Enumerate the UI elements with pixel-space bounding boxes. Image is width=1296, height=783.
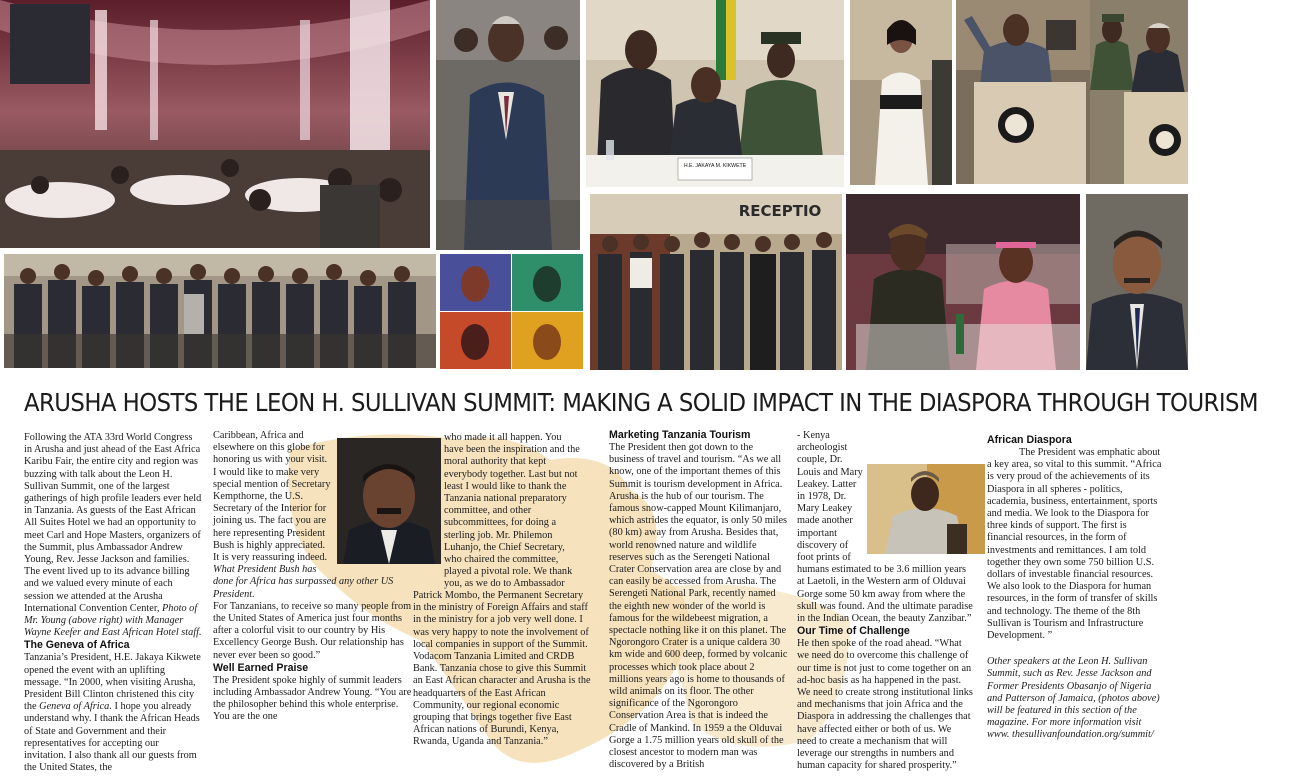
col5-paragraph-1: - Kenya archeologist couple, Dr. Louis and Mary Leakey. Latter in 1978, Dr. Mary Leakey made another important discovery of foot prints of humans estimated to be 3.6 million years at Laetoli, in the Western arm of Olduvai Gorge some 50 km away from where the skull was found. And the ultimate paradise in the Indian Ocean, the beauty Zanzibar.” [797, 430, 973, 625]
photo-man-moustache [1086, 194, 1188, 370]
col6-paragraph-2: Other speakers at the Leon H. Sullivan Summit, such as Rev. Jesse Jackson and Former Presidents Obasanjo of Nigeria and Patterson of Jamaica, (photos above) will be featured in this section of the magazine. For more information visit www. thesullivanfoundation.org/summit/ [987, 656, 1160, 741]
column-3-lower [413, 590, 593, 749]
column-6 [987, 434, 1165, 742]
column-4 [609, 429, 789, 771]
col5-paragraph-2: He then spoke of the road ahead. “What we need do to overcome this challenge of our time is not just to come together on an ad-hoc basis as ha happened in the past. We need to create strong institutional links and mechanisms that join Africa and the Diaspora in addressing the challenges that have affected either or both of us. We need to create a mechanism that will leverage our strengths in numbers and human capacity for shared prosperity.” [797, 638, 973, 772]
photo-speaker-podium [956, 0, 1090, 184]
col2-paragraph-3: The President spoke highly of summit leaders including Ambassador Andrew Young. “You are the philosopher behind this whole enterprise. You are the one [213, 674, 412, 723]
photo-reception-group [590, 194, 842, 370]
column-5 [797, 430, 973, 772]
article-headline: ARUSHA HOSTS THE LEON H. SULLIVAN SUMMIT: MAKING A SOLID IMPACT IN THE DIASPORA THROUGH TOURISM [24, 388, 1259, 417]
subheading-geneva-of-africa: The Geneva of Africa [24, 639, 130, 652]
col1-paragraph-2: Tanzania’s President, H.E. Jakaya Kikwete opened the event with an uplifting message. “In 2000, when visiting Arusha, President Bill Clinton christened this city the Geneva of Africa. I hope you already understand why. I thank the African Heads of State and Government and their representatives for accepting our invitation. I also thank all our guests from the United States, the [24, 652, 201, 774]
column-1 [24, 432, 202, 774]
subheading-our-time-of-challenge: Our Time of Challenge [797, 625, 910, 638]
col1-paragraph-1: Following the ATA 33rd World Congress in Arusha and just ahead of the East Africa Karibu Fair, the entire city and region was buzzing with talk about the Leon H. Sullivan Summit, one of the largest gatherings of high profile leaders ever held in Tanzania. As guests of the East African All Suites Hotel we had an opportunity to meet Carl and Hope Masters, organizers of the Summit, plus Ambassador Andrew Young, Rev. Jesse Jackson and families. The event lived up to its advance billing and we valued every minute of each session we attended at the Arusha International Convention Center, Photo of Mr. Young (above right) with Manager Wayne Keefer and East African Hotel staff. [24, 432, 202, 639]
subheading-african-diaspora: African Diaspora [987, 434, 1072, 446]
placard-text: H.E. JAKAYA M. KIKWETE [683, 163, 747, 169]
col3-paragraph-2: Patrick Mombo, the Permanent Secretary in the ministry of Foreign Affairs and staff in the ministry for a job very well done. I was very happy to note the involvement of local companies in support of the Summit. Vodacom Tanzania Limited and CRDB Bank. Tanzania chose to give this Summit an East African character and Arusha is the headquarters of the East African Community, our regional economic grouping that brings together five East African nations of Burundi, Kenya, Rwanda, Uganda and Tanzania.” [413, 590, 591, 748]
column-2 [213, 430, 413, 724]
subheading-marketing-tanzania-tourism: Marketing Tanzania Tourism [609, 429, 751, 441]
photo-obasanjo [867, 464, 985, 554]
photo-popart-portraits [440, 254, 583, 369]
col1-photo-caption: Photo of Mr. Young (above right) with Manager Wayne Keefer and East African Hotel staff. [24, 602, 202, 639]
col2-paragraph-2: For Tanzanians, to receive so many people from the United States of America just four months after a colorful visit to our country by His Excellency George Bush. Our relationship has never ever been so good.” [213, 600, 412, 661]
col4-paragraph-1: The President then got down to the business of travel and tourism. “As we all know, one of the important themes of this Summit is tourism development in Africa. Arusha is the hub of our tourism. The famous snow-capped Mount Kilimanjaro, which astrides the equator, is only 50 miles (80 km) away from Arusha. Besides that, world renowned nature and wildlife reserves such as the Serengeti National Crater Conservation area are close by and can easily be accessed from Arusha. The Serengeti National Park, recently named the eighth new wonder of the world is famous for the wildebeest migration, a spectacle nothing like it on this planet. The Ngorongoro Crater is a unique caldera 30 km wide and 600 deep, formed by volcanic processes which took place about 2 millions years ago is home to thousands of wild animals on its floor. The other significance of the Ngorongoro Conservation Area is that is indeed the Cradle of Mankind. In 1959 a the Olduvai Gorge a 1.75 million years old skull of the closest ancestor to modern man was discovered by a British [609, 442, 788, 771]
col3-paragraph-1: who made it all happen. You have been the inspiration and the moral authority that kept everybody together. Last but not least I would like to thank the Tanzania national preparatory committee, and other subcommittees, for doing a sterling job. Mr. Philemon Luhanjo, the Chief Secretary, who chaired the committee, played a pivotal role. We thank you, as we do to Ambassador [444, 432, 580, 590]
column-3 [444, 432, 580, 591]
col2-paragraph-1: Caribbean, Africa and elsewhere on this globe for honoring us with your visit. I would like to make very special mention of Secretary Kempthorne, the U.S. Secretary of the Interior for joining us. The fact you are here representing President Bush is highly appreciated. It is very reassuring indeed. What President Bush has done for Africa has surpassed any other US President. [213, 430, 394, 600]
photo-man-in-suit [436, 0, 580, 250]
photo-woman-white-dress [850, 0, 952, 185]
photo-women-dinner [846, 194, 1080, 370]
subheading-well-earned-praise: Well Earned Praise [213, 661, 309, 674]
photo-dignitaries-group [4, 254, 436, 368]
photo-jesse-jackson [337, 438, 441, 564]
reception-sign: RECEPTIO [738, 202, 822, 220]
photo-kikwete-table [586, 0, 844, 187]
col6-paragraph-1: The President was emphatic about a key area, so vital to this summit. “Africa is very proud of the achievements of its Diaspora in all spheres - politics, academia, business, entertainment, sports and media. We look to the Diaspora for three kinds of support. The first is financial resources, in the form of investments and remittances. I am told together they own some 750 billion U.S. dollars of investable financial resources. We also look to the Diaspora for human resources, in the form of transfer of skills and technology. The theme of the 8th Sullivan is Tourism and Infrastructure Development. ” [987, 447, 1162, 642]
photo-officer-podium [1090, 0, 1188, 184]
photo-banquet-tent [0, 0, 430, 248]
